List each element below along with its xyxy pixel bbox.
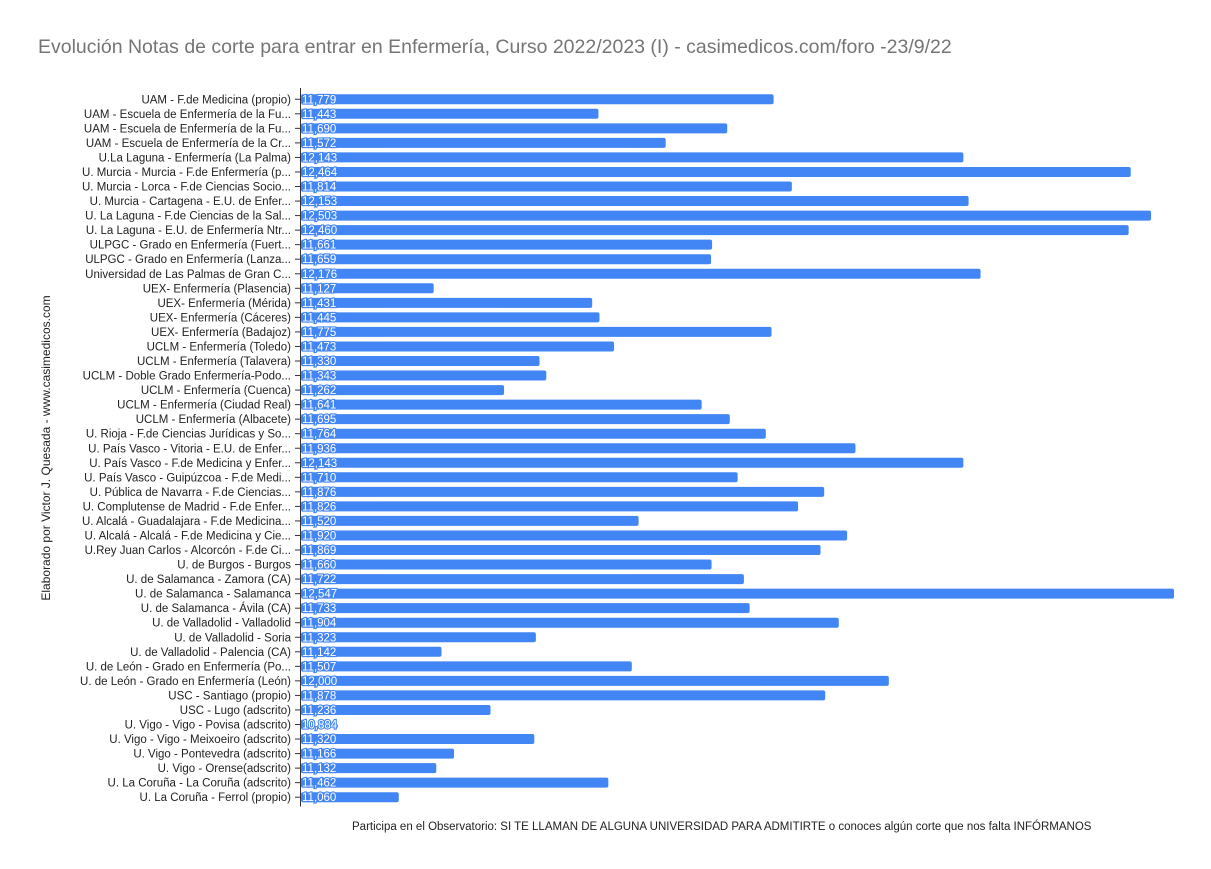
category-label: U. de Valladolid - Palencia (CA) (130, 646, 291, 659)
category-label: UEX- Enfermería (Cáceres) (149, 312, 291, 325)
category-label: Universidad de Las Palmas de Gran C... (85, 268, 291, 281)
category-label: U. Pública de Navarra - F.de Ciencias... (89, 486, 291, 499)
category-label: U. Vigo - Pontevedra (adscrito) (133, 748, 291, 761)
bar (301, 690, 825, 703)
value-label: 11,132 (302, 763, 337, 776)
bar (301, 487, 824, 497)
value-label: 11,920 (302, 530, 337, 543)
value-label: 12,143 (302, 152, 338, 165)
bar (301, 109, 598, 119)
category-label: USC - Santiago (propio) (168, 690, 291, 703)
category-label: U. de Valladolid - Valladolid (152, 617, 291, 630)
category-label: ULPGC - Grado en Enfermería (Fuert... (89, 239, 291, 252)
category-label: UCLM - Enfermería (Cuenca) (140, 385, 291, 398)
y-axis-label: Elaborado por Victor J. Quesada - www.casimedicos.com (39, 295, 53, 601)
bar (301, 138, 666, 148)
value-label: 11,445 (302, 312, 337, 325)
value-label: 11,876 (302, 486, 337, 499)
category-label: UCLM - Enfermería (Ciudad Real) (117, 399, 291, 412)
category-label: U. Murcia - Murcia - F.de Enfermería (p... (82, 166, 291, 179)
category-label: UEX- Enfermería (Mérida) (157, 297, 291, 310)
category-label: UAM - Escuela de Enfermería de la Fu... (83, 123, 291, 136)
category-label: U. de León - Grado en Enfermería (León) (80, 675, 291, 688)
bar (301, 371, 546, 381)
value-label: 12,460 (302, 225, 338, 238)
category-label: U. Vigo - Orense(adscrito) (157, 763, 291, 776)
value-label: 11,826 (302, 501, 337, 514)
value-label: 11,775 (302, 326, 337, 339)
value-label: 11,733 (302, 603, 337, 616)
bar (301, 123, 727, 136)
category-label: UCLM - Enfermería (Albacete) (135, 414, 291, 427)
value-label: 11,659 (302, 254, 337, 267)
value-label: 11,127 (302, 283, 337, 296)
category-label: U. de Burgos - Burgos (177, 559, 291, 572)
bar (301, 225, 1129, 238)
bar (301, 458, 963, 468)
category-label: UEX- Enfermería (Badajoz) (151, 326, 291, 339)
value-label: 12,176 (302, 268, 338, 281)
value-label: 11,323 (302, 632, 337, 645)
bar (301, 414, 730, 427)
value-label: 11,320 (302, 734, 337, 747)
category-label: UAM - Escuela de Enfermería de la Cr... (85, 137, 291, 150)
category-label: UCLM - Enfermería (Toledo) (146, 341, 291, 354)
bar (301, 182, 792, 192)
bar (301, 269, 981, 279)
bar (301, 211, 1151, 221)
category-label: U. de Salamanca - Salamanca (135, 588, 291, 601)
value-label: 12,153 (302, 196, 338, 209)
value-labels-layer (302, 94, 338, 804)
value-label: 12,143 (302, 457, 338, 470)
value-label: 11,473 (302, 341, 337, 354)
bar (301, 400, 702, 410)
value-label: 11,710 (302, 472, 337, 485)
bar (301, 778, 608, 788)
value-label: 11,462 (302, 777, 337, 790)
value-label: 11,343 (302, 370, 337, 383)
bars-layer (301, 94, 1174, 805)
category-label: U. La Laguna - E.U. de Enfermería Ntr... (85, 225, 291, 238)
bar (301, 661, 632, 674)
bar (301, 472, 738, 485)
category-label: U. Vigo - Vigo - Povisa (adscrito) (124, 719, 291, 732)
category-label: UCLM - Doble Grado Enfermería-Podo... (82, 370, 291, 383)
bar (301, 443, 855, 456)
bar (301, 530, 847, 543)
bar (301, 254, 711, 267)
category-label: U.Rey Juan Carlos - Alcorcón - F.de Ci... (84, 545, 291, 558)
bar (301, 618, 839, 628)
value-label: 11,142 (302, 646, 337, 659)
value-label: 11,936 (302, 443, 337, 456)
value-label: 11,779 (302, 94, 337, 107)
value-label: 11,904 (302, 617, 337, 630)
value-label: 12,547 (302, 588, 338, 601)
value-label: 11,262 (302, 385, 337, 398)
value-label: 12,464 (302, 166, 338, 179)
bar (301, 676, 889, 686)
category-label: U. de Valladolid - Soria (174, 632, 291, 645)
bar (301, 356, 540, 369)
bar (301, 94, 774, 107)
value-label: 11,878 (302, 690, 337, 703)
value-label: 11,764 (302, 428, 337, 441)
value-label: 11,690 (302, 123, 337, 136)
category-ticks-layer (295, 99, 300, 797)
bar (301, 574, 744, 587)
category-label: UEX- Enfermería (Plasencia) (142, 283, 291, 296)
bar (301, 167, 1131, 177)
category-label: U. de León - Grado en Enfermería (Po... (85, 661, 291, 674)
value-label: 11,641 (302, 399, 337, 412)
category-label: USC - Lugo (adscrito) (179, 704, 291, 717)
category-label: U. Vigo - Vigo - Meixoeiro (adscrito) (109, 734, 291, 747)
category-label: U. La Coruña - Ferrol (propio) (139, 792, 291, 805)
value-label: 11,166 (302, 748, 337, 761)
category-label: U.La Laguna - Enfermería (La Palma) (98, 152, 291, 165)
bar (301, 152, 963, 165)
category-label: U. Murcia - Lorca - F.de Ciencias Socio... (82, 181, 291, 194)
bar (301, 545, 821, 558)
category-label: U. La Coruña - La Coruña (adscrito) (107, 777, 291, 790)
value-label: 10,884 (302, 719, 338, 732)
category-label: U. de Salamanca - Ávila (CA) (140, 603, 291, 616)
bar (301, 501, 798, 514)
value-label: 11,520 (302, 515, 337, 528)
category-label: U. País Vasco - F.de Medicina y Enfer... (89, 457, 291, 470)
bar (301, 341, 614, 354)
value-label: 11,431 (302, 297, 337, 310)
value-label: 11,660 (302, 559, 337, 572)
category-label: UAM - Escuela de Enfermería de la Fu... (83, 108, 291, 121)
category-label: U. Murcia - Cartagena - E.U. de Enfer... (89, 196, 291, 209)
category-label: U. País Vasco - Vitoria - E.U. de Enfer... (88, 443, 291, 456)
value-label: 11,236 (302, 704, 337, 717)
category-label: U. Complutense de Madrid - F.de Enfer... (82, 501, 291, 514)
value-label: 11,507 (302, 661, 337, 674)
bar (301, 560, 712, 570)
value-label: 11,060 (302, 792, 337, 805)
bar (301, 516, 639, 526)
bar (301, 589, 1174, 599)
value-label: 11,722 (302, 574, 337, 587)
value-label: 11,695 (302, 414, 337, 427)
value-label: 11,443 (302, 108, 337, 121)
value-label: 12,000 (302, 675, 338, 688)
bar (301, 312, 599, 325)
category-label: U. Rioja - F.de Ciencias Jurídicas y So... (85, 428, 291, 441)
category-label: U. Alcalá - Alcalá - F.de Medicina y Cie... (84, 530, 291, 543)
bar (301, 603, 750, 616)
value-label: 11,572 (302, 137, 337, 150)
category-label: ULPGC - Grado en Enfermería (Lanza... (85, 254, 291, 267)
category-label: U. Alcalá - Guadalajara - F.de Medicina... (81, 515, 291, 528)
bar (301, 196, 969, 209)
category-label: U. de Salamanca - Zamora (CA) (126, 574, 291, 587)
bar (301, 429, 766, 439)
value-label: 11,814 (302, 181, 337, 194)
category-labels-layer (80, 94, 292, 804)
bar (301, 327, 772, 337)
value-label: 11,330 (302, 356, 337, 369)
bar (301, 240, 712, 250)
value-label: 12,503 (302, 210, 338, 223)
category-label: UAM - F.de Medicina (propio) (141, 94, 291, 107)
bar (301, 298, 592, 308)
category-label: U. País Vasco - Guipúzcoa - F.de Medi... (84, 472, 291, 485)
chart-title: Evolución Notas de corte para entrar en Enfermería, Curso 2022/2023 (I) - casimedicos.com/foro -23/9/22 (38, 36, 952, 58)
value-label: 11,869 (302, 545, 337, 558)
observatory-note: Participa en el Observatorio: SI TE LLAMAN DE ALGUNA UNIVERSIDAD PARA ADMITIRTE o conoces algún corte que nos falta INFÓRMANOS (352, 821, 1092, 833)
category-label: UCLM - Enfermería (Talavera) (136, 356, 291, 369)
value-label: 11,661 (302, 239, 337, 252)
category-label: U. La Laguna - F.de Ciencias de la Sal... (85, 210, 291, 223)
